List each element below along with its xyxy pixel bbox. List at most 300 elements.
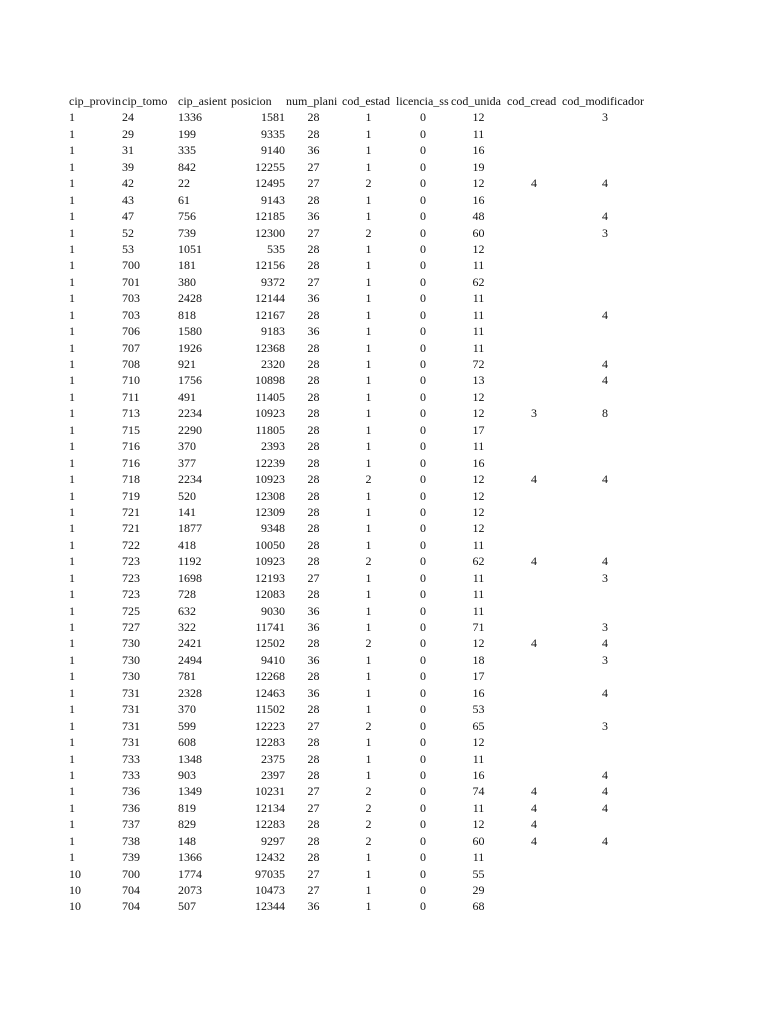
table-cell[interactable]: 11	[472, 258, 485, 273]
table-cell[interactable]: 0	[420, 570, 426, 585]
table-cell[interactable]: 632	[178, 603, 196, 618]
table-cell[interactable]: 1	[365, 850, 372, 865]
table-cell[interactable]: 0	[420, 291, 426, 306]
table-cell[interactable]: 1	[365, 209, 372, 224]
table-cell[interactable]: 12368	[255, 340, 285, 355]
table-cell[interactable]: 1	[69, 455, 75, 470]
table-cell[interactable]: 53	[122, 241, 134, 256]
table-cell[interactable]: 4	[602, 767, 608, 782]
table-cell[interactable]: 3	[602, 620, 608, 634]
table-cell[interactable]: 48	[472, 209, 485, 224]
table-cell[interactable]: 2	[365, 554, 372, 569]
table-cell[interactable]: 3	[602, 110, 608, 125]
table-cell[interactable]: 1774	[178, 866, 202, 881]
table-cell[interactable]: 4	[531, 636, 537, 651]
table-cell[interactable]: 0	[420, 554, 426, 569]
table-cell[interactable]: 1348	[178, 751, 202, 766]
table-cell[interactable]: 11	[472, 537, 485, 552]
table-cell[interactable]: 703	[122, 307, 140, 322]
table-cell[interactable]: 11502	[255, 702, 285, 717]
table-cell[interactable]: 36	[307, 620, 320, 634]
table-cell[interactable]: 8	[602, 406, 608, 421]
table-cell[interactable]: 28	[307, 587, 320, 602]
table-cell[interactable]: 1	[365, 373, 372, 388]
table-cell[interactable]: 22	[178, 176, 190, 191]
table-cell[interactable]: 28	[307, 504, 320, 519]
table-cell[interactable]: 28	[307, 110, 320, 125]
table-cell[interactable]: 28	[307, 455, 320, 470]
table-cell[interactable]: 10923	[255, 472, 285, 487]
table-cell[interactable]: 1	[365, 685, 372, 700]
table-cell[interactable]: 12223	[255, 718, 285, 733]
table-cell[interactable]: 27	[307, 800, 320, 815]
table-cell[interactable]: 380	[178, 274, 196, 289]
table-cell[interactable]: 322	[178, 620, 196, 634]
table-cell[interactable]: 1	[69, 488, 75, 503]
table-cell[interactable]: 0	[420, 110, 426, 125]
table-cell[interactable]: 1	[69, 751, 75, 766]
table-cell[interactable]: 27	[307, 883, 320, 897]
table-cell[interactable]: 12134	[255, 800, 285, 815]
table-cell[interactable]: 1	[365, 751, 372, 766]
table-cell[interactable]: 1	[69, 307, 75, 322]
table-cell[interactable]: 11	[472, 324, 485, 339]
table-cell[interactable]: 27	[307, 225, 320, 240]
header-cod-creador[interactable]: cod_cread	[507, 94, 557, 108]
table-cell[interactable]: 10898	[255, 373, 285, 388]
table-cell[interactable]: 1	[69, 340, 75, 355]
table-cell[interactable]: 491	[178, 389, 196, 404]
table-cell[interactable]: 28	[307, 751, 320, 766]
table-cell[interactable]: 12	[472, 472, 485, 487]
table-cell[interactable]: 0	[420, 899, 426, 914]
table-cell[interactable]: 17	[472, 669, 485, 684]
table-cell[interactable]: 1336	[178, 110, 202, 125]
table-cell[interactable]: 1	[365, 455, 372, 470]
table-cell[interactable]: 2	[365, 718, 372, 733]
table-cell[interactable]: 10	[69, 883, 81, 897]
table-cell[interactable]: 608	[178, 735, 196, 750]
table-cell[interactable]: 11	[472, 850, 485, 865]
table-cell[interactable]: 0	[420, 439, 426, 454]
header-cip-provincia[interactable]: cip_provin	[69, 94, 121, 108]
table-cell[interactable]: 1	[365, 570, 372, 585]
table-cell[interactable]: 700	[122, 866, 140, 881]
table-cell[interactable]: 1	[365, 324, 372, 339]
table-cell[interactable]: 1	[365, 735, 372, 750]
table-cell[interactable]: 12144	[255, 291, 285, 306]
table-cell[interactable]: 1	[365, 488, 372, 503]
table-cell[interactable]: 1	[365, 143, 372, 158]
table-cell[interactable]: 829	[178, 817, 196, 832]
table-cell[interactable]: 62	[472, 274, 485, 289]
table-cell[interactable]: 10923	[255, 554, 285, 569]
table-cell[interactable]: 11405	[255, 389, 285, 404]
table-cell[interactable]: 1	[365, 357, 372, 371]
table-cell[interactable]: 0	[420, 472, 426, 487]
table-cell[interactable]: 28	[307, 373, 320, 388]
table-cell[interactable]: 4	[531, 784, 537, 799]
table-cell[interactable]: 1	[69, 504, 75, 519]
table-cell[interactable]: 0	[420, 883, 426, 897]
table-cell[interactable]: 819	[178, 800, 196, 815]
table-cell[interactable]: 730	[122, 636, 140, 651]
table-cell[interactable]: 700	[122, 258, 140, 273]
table-cell[interactable]: 12502	[255, 636, 285, 651]
table-cell[interactable]: 3	[531, 406, 537, 421]
table-cell[interactable]: 28	[307, 669, 320, 684]
table-cell[interactable]: 4	[602, 176, 608, 191]
table-cell[interactable]: 1	[69, 241, 75, 256]
table-cell[interactable]: 28	[307, 735, 320, 750]
table-cell[interactable]: 28	[307, 389, 320, 404]
table-cell[interactable]: 4	[602, 800, 608, 815]
table-cell[interactable]: 1	[365, 866, 372, 881]
table-cell[interactable]: 723	[122, 570, 140, 585]
table-cell[interactable]: 2073	[178, 883, 202, 897]
table-cell[interactable]: 148	[178, 833, 196, 848]
table-cell[interactable]: 12255	[255, 159, 285, 174]
table-cell[interactable]: 199	[178, 126, 196, 141]
table-cell[interactable]: 1	[69, 357, 75, 371]
table-cell[interactable]: 0	[420, 422, 426, 437]
table-cell[interactable]: 0	[420, 209, 426, 224]
table-cell[interactable]: 12309	[255, 504, 285, 519]
table-cell[interactable]: 1581	[261, 110, 285, 125]
table-cell[interactable]: 36	[307, 685, 320, 700]
table-cell[interactable]: 1	[365, 159, 372, 174]
table-cell[interactable]: 12495	[255, 176, 285, 191]
table-cell[interactable]: 0	[420, 126, 426, 141]
table-cell[interactable]: 1	[69, 587, 75, 602]
table-cell[interactable]: 2290	[178, 422, 202, 437]
table-cell[interactable]: 27	[307, 274, 320, 289]
table-cell[interactable]: 722	[122, 537, 140, 552]
table-cell[interactable]: 36	[307, 603, 320, 618]
table-cell[interactable]: 11	[472, 439, 485, 454]
table-cell[interactable]: 11	[472, 603, 485, 618]
table-cell[interactable]: 1	[69, 784, 75, 799]
table-cell[interactable]: 1	[365, 406, 372, 421]
table-cell[interactable]: 28	[307, 767, 320, 782]
table-cell[interactable]: 1	[69, 439, 75, 454]
table-cell[interactable]: 16	[472, 192, 485, 207]
table-cell[interactable]: 731	[122, 702, 140, 717]
table-cell[interactable]: 12283	[255, 735, 285, 750]
table-cell[interactable]: 2393	[261, 439, 285, 454]
table-cell[interactable]: 418	[178, 537, 196, 552]
table-cell[interactable]: 2	[365, 636, 372, 651]
table-cell[interactable]: 1	[69, 521, 75, 536]
table-cell[interactable]: 11	[472, 800, 485, 815]
table-cell[interactable]: 728	[178, 587, 196, 602]
table-cell[interactable]: 27	[307, 176, 320, 191]
table-cell[interactable]: 1	[365, 883, 372, 897]
table-cell[interactable]: 1	[69, 472, 75, 487]
table-cell[interactable]: 0	[420, 833, 426, 848]
table-cell[interactable]: 713	[122, 406, 140, 421]
table-cell[interactable]: 60	[472, 833, 485, 848]
table-cell[interactable]: 1	[69, 209, 75, 224]
table-cell[interactable]: 0	[420, 751, 426, 766]
table-cell[interactable]: 0	[420, 620, 426, 634]
table-cell[interactable]: 28	[307, 340, 320, 355]
table-cell[interactable]: 1349	[178, 784, 202, 799]
table-cell[interactable]: 1	[69, 800, 75, 815]
table-cell[interactable]: 1	[365, 620, 372, 634]
table-cell[interactable]: 10050	[255, 537, 285, 552]
table-cell[interactable]: 28	[307, 488, 320, 503]
table-cell[interactable]: 43	[122, 192, 134, 207]
table-cell[interactable]: 739	[122, 850, 140, 865]
table-cell[interactable]: 12432	[255, 850, 285, 865]
table-cell[interactable]: 10	[69, 899, 81, 914]
table-cell[interactable]: 1	[69, 817, 75, 832]
table-cell[interactable]: 710	[122, 373, 140, 388]
table-cell[interactable]: 1	[365, 652, 372, 667]
table-cell[interactable]: 1	[365, 767, 372, 782]
table-cell[interactable]: 9372	[261, 274, 285, 289]
table-cell[interactable]: 4	[602, 685, 608, 700]
table-cell[interactable]: 9183	[261, 324, 285, 339]
table-cell[interactable]: 47	[122, 209, 134, 224]
header-licencia[interactable]: licencia_ss	[396, 94, 449, 108]
table-cell[interactable]: 1	[69, 110, 75, 125]
table-cell[interactable]: 2234	[178, 472, 202, 487]
header-cip-asiento[interactable]: cip_asient	[178, 94, 227, 108]
table-cell[interactable]: 1	[69, 373, 75, 388]
table-cell[interactable]: 11	[472, 307, 485, 322]
table-cell[interactable]: 16	[472, 143, 485, 158]
table-cell[interactable]: 731	[122, 685, 140, 700]
table-cell[interactable]: 1	[365, 422, 372, 437]
table-cell[interactable]: 1	[365, 258, 372, 273]
table-cell[interactable]: 1	[69, 554, 75, 569]
table-cell[interactable]: 28	[307, 406, 320, 421]
table-cell[interactable]: 36	[307, 652, 320, 667]
table-cell[interactable]: 0	[420, 192, 426, 207]
table-cell[interactable]: 1	[69, 570, 75, 585]
table-cell[interactable]: 704	[122, 899, 140, 914]
table-cell[interactable]: 11	[472, 340, 485, 355]
table-cell[interactable]: 1	[69, 652, 75, 667]
table-cell[interactable]: 18	[472, 652, 485, 667]
table-cell[interactable]: 9030	[261, 603, 285, 618]
table-cell[interactable]: 703	[122, 291, 140, 306]
table-cell[interactable]: 0	[420, 225, 426, 240]
table-cell[interactable]: 3	[602, 718, 608, 733]
table-cell[interactable]: 4	[602, 357, 608, 371]
table-cell[interactable]: 2328	[178, 685, 202, 700]
table-cell[interactable]: 65	[472, 718, 485, 733]
table-cell[interactable]: 2	[365, 800, 372, 815]
table-cell[interactable]: 0	[420, 817, 426, 832]
table-cell[interactable]: 1	[365, 702, 372, 717]
table-cell[interactable]: 28	[307, 817, 320, 832]
table-cell[interactable]: 17	[472, 422, 485, 437]
table-cell[interactable]: 730	[122, 652, 140, 667]
table-cell[interactable]: 2320	[261, 357, 285, 371]
table-cell[interactable]: 71	[472, 620, 485, 634]
table-cell[interactable]: 1	[69, 258, 75, 273]
table-cell[interactable]: 12463	[255, 685, 285, 700]
table-cell[interactable]: 39	[122, 159, 134, 174]
table-cell[interactable]: 723	[122, 554, 140, 569]
table-cell[interactable]: 1	[365, 192, 372, 207]
table-cell[interactable]: 377	[178, 455, 196, 470]
table-cell[interactable]: 731	[122, 718, 140, 733]
table-cell[interactable]: 0	[420, 767, 426, 782]
table-cell[interactable]: 52	[122, 225, 134, 240]
table-cell[interactable]: 756	[178, 209, 196, 224]
table-cell[interactable]: 4	[602, 209, 608, 224]
table-cell[interactable]: 12	[472, 241, 485, 256]
table-cell[interactable]: 1	[69, 126, 75, 141]
table-cell[interactable]: 721	[122, 504, 140, 519]
table-cell[interactable]: 12167	[255, 307, 285, 322]
table-cell[interactable]: 1	[69, 702, 75, 717]
table-cell[interactable]: 723	[122, 587, 140, 602]
table-cell[interactable]: 1	[365, 439, 372, 454]
table-cell[interactable]: 4	[531, 817, 537, 832]
table-cell[interactable]: 28	[307, 307, 320, 322]
table-cell[interactable]: 27	[307, 159, 320, 174]
table-cell[interactable]: 0	[420, 307, 426, 322]
table-cell[interactable]: 28	[307, 357, 320, 371]
table-cell[interactable]: 1	[365, 389, 372, 404]
table-cell[interactable]: 716	[122, 455, 140, 470]
table-cell[interactable]: 1	[365, 274, 372, 289]
table-cell[interactable]: 1	[69, 537, 75, 552]
table-cell[interactable]: 12308	[255, 488, 285, 503]
table-cell[interactable]: 68	[472, 899, 485, 914]
table-cell[interactable]: 12	[472, 110, 485, 125]
table-cell[interactable]: 335	[178, 143, 196, 158]
table-cell[interactable]: 12	[472, 817, 485, 832]
table-cell[interactable]: 55	[472, 866, 485, 881]
table-cell[interactable]: 12	[472, 504, 485, 519]
table-cell[interactable]: 11	[472, 587, 485, 602]
table-cell[interactable]: 2375	[261, 751, 285, 766]
table-cell[interactable]: 0	[420, 455, 426, 470]
table-cell[interactable]: 11	[472, 751, 485, 766]
table-cell[interactable]: 12	[472, 636, 485, 651]
table-cell[interactable]: 719	[122, 488, 140, 503]
table-cell[interactable]: 1	[69, 767, 75, 782]
table-cell[interactable]: 711	[122, 389, 140, 404]
table-cell[interactable]: 97035	[255, 866, 285, 881]
table-cell[interactable]: 1	[69, 685, 75, 700]
table-cell[interactable]: 1	[69, 669, 75, 684]
table-cell[interactable]: 738	[122, 833, 140, 848]
table-cell[interactable]: 1	[365, 504, 372, 519]
table-cell[interactable]: 9410	[261, 652, 285, 667]
table-cell[interactable]: 0	[420, 603, 426, 618]
table-cell[interactable]: 1	[365, 521, 372, 536]
table-cell[interactable]: 12083	[255, 587, 285, 602]
table-cell[interactable]: 4	[602, 554, 608, 569]
table-cell[interactable]: 28	[307, 521, 320, 536]
table-cell[interactable]: 1	[69, 389, 75, 404]
table-cell[interactable]: 4	[531, 554, 537, 569]
table-cell[interactable]: 11	[472, 570, 485, 585]
table-cell[interactable]: 1	[365, 537, 372, 552]
table-cell[interactable]: 10231	[255, 784, 285, 799]
table-cell[interactable]: 10473	[255, 883, 285, 897]
table-cell[interactable]: 1	[69, 176, 75, 191]
table-cell[interactable]: 0	[420, 258, 426, 273]
table-cell[interactable]: 903	[178, 767, 196, 782]
table-cell[interactable]: 0	[420, 241, 426, 256]
table-cell[interactable]: 0	[420, 504, 426, 519]
table-cell[interactable]: 28	[307, 241, 320, 256]
table-cell[interactable]: 4	[531, 176, 537, 191]
table-cell[interactable]: 0	[420, 143, 426, 158]
header-cod-estado[interactable]: cod_estad	[342, 94, 390, 108]
table-cell[interactable]: 2	[365, 833, 372, 848]
table-cell[interactable]: 4	[602, 784, 608, 799]
table-cell[interactable]: 28	[307, 702, 320, 717]
table-cell[interactable]: 1926	[178, 340, 202, 355]
table-cell[interactable]: 1	[365, 291, 372, 306]
table-cell[interactable]: 12283	[255, 817, 285, 832]
table-cell[interactable]: 2234	[178, 406, 202, 421]
table-cell[interactable]: 0	[420, 340, 426, 355]
table-cell[interactable]: 1366	[178, 850, 202, 865]
table-cell[interactable]: 61	[178, 192, 190, 207]
table-cell[interactable]: 12	[472, 389, 485, 404]
table-cell[interactable]: 1	[69, 603, 75, 618]
table-cell[interactable]: 1	[69, 833, 75, 848]
table-cell[interactable]: 16	[472, 685, 485, 700]
table-cell[interactable]: 4	[602, 307, 608, 322]
table-cell[interactable]: 0	[420, 850, 426, 865]
table-cell[interactable]: 736	[122, 800, 140, 815]
table-cell[interactable]: 1	[365, 307, 372, 322]
table-cell[interactable]: 24	[122, 110, 134, 125]
table-cell[interactable]: 715	[122, 422, 140, 437]
table-cell[interactable]: 1	[69, 422, 75, 437]
table-cell[interactable]: 1	[365, 587, 372, 602]
table-cell[interactable]: 1	[69, 143, 75, 158]
table-cell[interactable]: 0	[420, 800, 426, 815]
table-cell[interactable]: 12268	[255, 669, 285, 684]
table-cell[interactable]: 0	[420, 357, 426, 371]
header-posicion[interactable]: posicion	[231, 94, 272, 108]
table-cell[interactable]: 12300	[255, 225, 285, 240]
table-cell[interactable]: 62	[472, 554, 485, 569]
table-cell[interactable]: 739	[178, 225, 196, 240]
table-cell[interactable]: 12185	[255, 209, 285, 224]
table-cell[interactable]: 29	[472, 883, 485, 897]
table-cell[interactable]: 9335	[261, 126, 285, 141]
table-cell[interactable]: 727	[122, 620, 140, 634]
table-cell[interactable]: 28	[307, 636, 320, 651]
table-cell[interactable]: 2397	[261, 767, 285, 782]
table-cell[interactable]: 1	[365, 241, 372, 256]
table-cell[interactable]: 27	[307, 570, 320, 585]
table-cell[interactable]: 1192	[178, 554, 202, 569]
table-cell[interactable]: 370	[178, 702, 196, 717]
table-cell[interactable]: 1	[365, 899, 372, 914]
table-cell[interactable]: 1	[69, 291, 75, 306]
table-cell[interactable]: 16	[472, 455, 485, 470]
table-cell[interactable]: 1	[365, 340, 372, 355]
table-cell[interactable]: 42	[122, 176, 134, 191]
table-cell[interactable]: 28	[307, 192, 320, 207]
table-cell[interactable]: 72	[472, 357, 485, 371]
table-cell[interactable]: 737	[122, 817, 140, 832]
